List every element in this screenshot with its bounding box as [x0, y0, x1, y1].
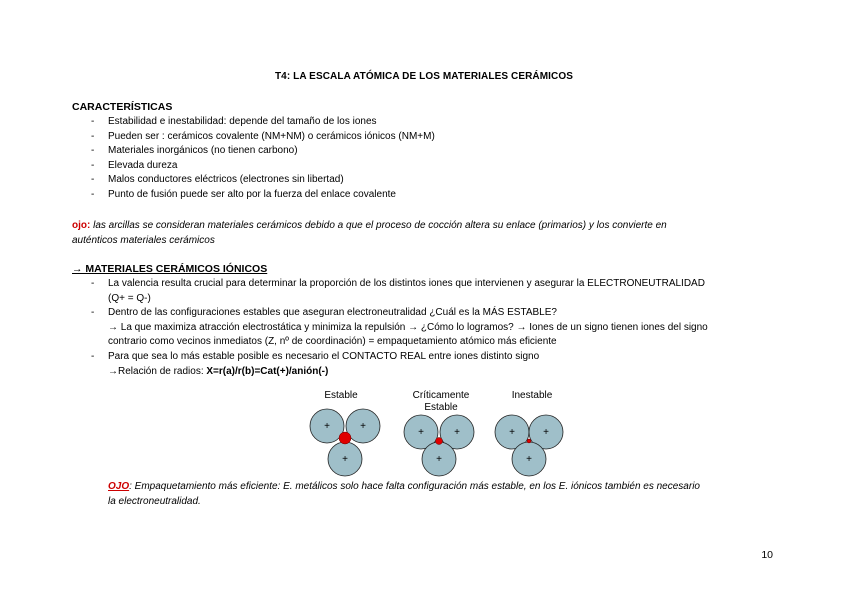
ionicos-heading: → MATERIALES CERÁMICOS IÓNICOS	[72, 263, 268, 275]
criticamente-estable-configuration	[404, 415, 474, 476]
label-criticamente: Críticamente	[412, 390, 470, 401]
ojo-note	[72, 219, 762, 248]
estable-configuration	[310, 409, 380, 476]
ionicos-item1-line1: - La valencia resulta crucial para determinar la proporción de los distintos iones que intervienen y asegurar la ELECTRONEUTRALIDAD	[108, 278, 705, 289]
ojo-text-line2: auténticos materiales cerámicos	[72, 234, 215, 246]
list-item	[72, 306, 708, 350]
ionicos-item3-line1: - Para que sea lo más estable posible es necesario el CONTACTO REAL entre iones distinto signo	[108, 350, 540, 362]
label-estable: Estable	[324, 390, 358, 401]
ionicos-item2-line1: - Dentro de las configuraciones estables que aseguran electroneutralidad ¿Cuál es la MÁS ESTABLE?	[108, 307, 557, 319]
plus-sign: +	[360, 421, 366, 432]
plus-sign: +	[509, 427, 515, 438]
plus-sign: +	[454, 427, 460, 438]
label-criticamente-estable: Estable	[424, 402, 458, 413]
plus-sign: +	[543, 427, 549, 438]
ionicos-item2-line3: contrario como vecinos inmediatos (Z, nº de coordinación) = empaquetamiento atómico más eficiente	[108, 336, 557, 348]
ion-stability-diagram	[300, 386, 580, 481]
caracteristicas-list	[72, 115, 435, 203]
cation-circle	[339, 432, 351, 444]
list-item	[72, 350, 708, 379]
page-title: T4: LA ESCALA ATÓMICA DE LOS MATERIALES CERÁMICOS	[274, 71, 574, 82]
radius-ratio-prefix: →Relación de radios:	[108, 365, 207, 377]
plus-sign: +	[418, 427, 424, 438]
ojo2-text-line1: : Empaquetamiento más eficiente: E. metálicos solo hace falta configuración más estable, en los E. iónicos también es necesario	[129, 481, 700, 492]
label-inestable: Inestable	[511, 390, 553, 401]
plus-sign: +	[324, 421, 330, 432]
list-item: - Pueden ser : cerámicos covalente (NM+NM) o cerámicos iónicos (NM+M)	[72, 130, 435, 145]
page-number: 10	[761, 549, 773, 561]
ionicos-list	[72, 277, 708, 379]
ojo-text-line1: las arcillas se consideran materiales cerámicos debido a que el proceso de cocción altera su enlace (primarios) y los convierte en	[90, 220, 667, 231]
ojo-label: ojo:	[72, 220, 91, 231]
ionicos-item3-line2	[108, 365, 708, 380]
plus-sign: +	[436, 454, 442, 465]
plus-sign: +	[526, 454, 532, 465]
inestable-configuration	[495, 415, 563, 476]
ionicos-item1-line2: (Q+ = Q-)	[108, 292, 151, 304]
radius-ratio-formula: X=r(a)/r(b)=Cat(+)/anión(-)	[206, 365, 329, 377]
list-item	[72, 277, 708, 306]
list-item: - Materiales inorgánicos (no tienen carbono)	[72, 144, 435, 159]
ojo2-note	[108, 480, 773, 509]
cation-circle	[527, 439, 531, 443]
list-item: - Punto de fusión puede ser alto por la fuerza del enlace covalente	[72, 188, 435, 203]
list-item: - Malos conductores eléctricos (electrones sin libertad)	[72, 173, 435, 188]
caracteristicas-heading: CARACTERÍSTICAS	[72, 101, 173, 113]
cation-circle	[436, 438, 443, 445]
ionicos-item2-line2: → La que maximiza atracción electrostática y minimiza la repulsión → ¿Cómo lo logramos? → Iones de un signo tienen iones del signo	[108, 321, 708, 333]
ojo2-text-line2: la electroneutralidad.	[108, 495, 201, 507]
list-item: - Estabilidad e inestabilidad: depende del tamaño de los iones	[72, 115, 435, 130]
plus-sign: +	[342, 454, 348, 465]
ojo2-label: OJO	[108, 481, 130, 492]
list-item: - Elevada dureza	[72, 159, 435, 174]
